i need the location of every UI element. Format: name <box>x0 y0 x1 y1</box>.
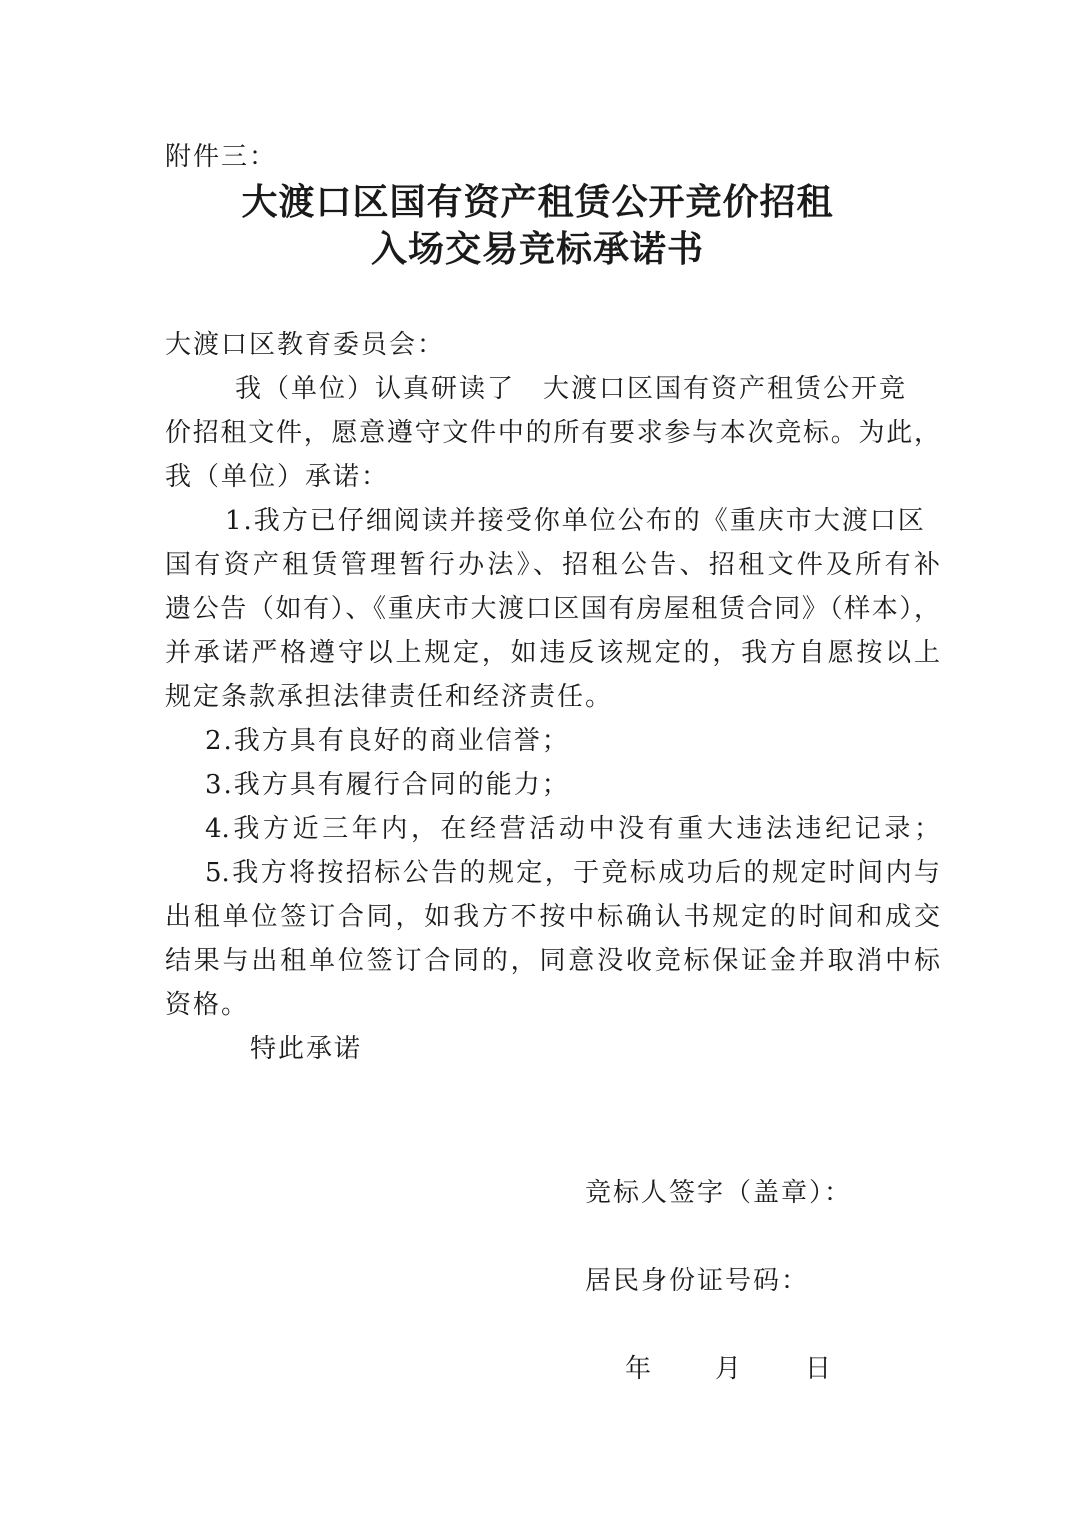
item-1-line-1: 1.我方已仔细阅读并接受你单位公布的《重庆市大渡口区 <box>225 506 926 536</box>
closing: 特此承诺 <box>250 1034 363 1064</box>
item-1-line-2: 国有资产租赁管理暂行办法》、招租公告、招租文件及所有补 <box>165 550 940 580</box>
date-line: 年 月 日 <box>625 1354 836 1384</box>
item-5-line-2: 出租单位签订合同，如我方不按中标确认书规定的时间和成交 <box>165 902 940 932</box>
item-1-line-5: 规定条款承担法律责任和经济责任。 <box>165 682 614 712</box>
item-5-line-1: 5.我方将按招标公告的规定，于竞标成功后的规定时间内与 <box>205 858 940 888</box>
intro-line-2: 价招租文件，愿意遵守文件中的所有要求参与本次竞标。为此， <box>165 418 940 448</box>
intro-line-1: 我（单位）认真研读了 大渡口区国有资产租赁公开竞 <box>235 374 908 404</box>
annex-label: 附件三： <box>165 142 278 172</box>
item-1-line-4: 并承诺严格遵守以上规定，如违反该规定的，我方自愿按以上 <box>165 638 940 668</box>
item-3: 3.我方具有履行合同的能力； <box>205 770 570 800</box>
title-line-1: 大渡口区国有资产租赁公开竞价招租 <box>241 182 834 223</box>
bidder-signature-label: 竞标人签字（盖章）： <box>585 1178 853 1208</box>
addressee: 大渡口区教育委员会： <box>165 330 446 360</box>
item-5-line-3: 结果与出租单位签订合同的，同意没收竞标保证金并取消中标 <box>165 946 940 976</box>
item-5-line-4: 资格。 <box>165 990 250 1020</box>
title-line-2: 入场交易竞标承诺书 <box>370 229 704 270</box>
id-number-label: 居民身份证号码： <box>585 1266 810 1296</box>
item-1-line-3: 遗公告（如有）、《重庆市大渡口区国有房屋租赁合同》（样本）， <box>165 594 940 624</box>
intro-line-3: 我（单位）承诺： <box>165 462 390 492</box>
item-4: 4.我方近三年内，在经营活动中没有重大违法违纪记录； <box>205 814 940 844</box>
item-2: 2.我方具有良好的商业信誉； <box>205 726 570 756</box>
